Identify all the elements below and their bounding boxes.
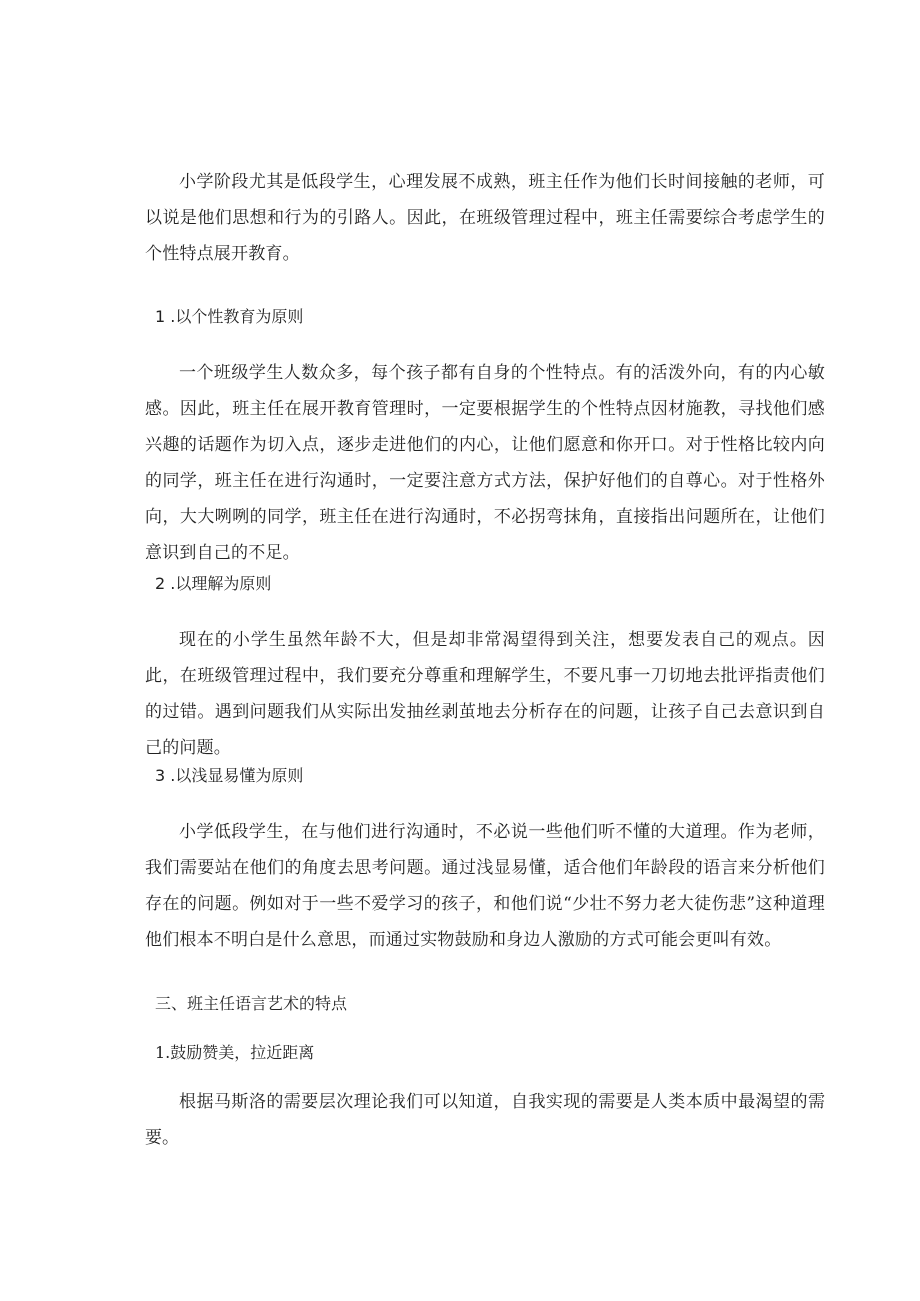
intro-paragraph: 小学阶段尤其是低段学生，心理发展不成熟，班主任作为他们长时间接触的老师，可以说是他们思想和行为的引路人。因此，在班级管理过程中，班主任需要综合考虑学生的个性特点展开教育。 (145, 172, 825, 264)
section-3-heading: 三、班主任语言艺术的特点 (155, 994, 348, 1013)
principle-3-heading: 3 .以浅显易懂为原则 (155, 766, 304, 785)
principle-1-paragraph: 一个班级学生人数众多，每个孩子都有自身的个性特点。有的活泼外向，有的内心敏感。因此，班主任在展开教育管理时，一定要根据学生的个性特点因材施教，寻找他们感兴趣的话题作为切入点，逐步走进他们的内心，让他们愿意和你开口。对于性格比较内向的同学，班主任在进行沟通时，一定要注意方式方法，保护好他们的自尊心。对于性格外向，大大咧咧的同学，班主任在进行沟通时，不必拐弯抹角，直接指出问题所在，让他们意识到自己的不足。 (145, 363, 825, 563)
maslow-paragraph: 根据马斯洛的需要层次理论我们可以知道，自我实现的需要是人类本质中最渴望的需要。 (145, 1092, 825, 1148)
principle-3-paragraph: 小学低段学生，在与他们进行沟通时，不必说一些他们听不懂的大道理。作为老师，我们需要站在他们的角度去思考问题。通过浅显易懂，适合他们年龄段的语言来分析他们存在的问题。例如对于一些不爱学习的孩子，和他们说“少壮不努力老大徒伤悲”这种道理他们根本不明白是什么意思，而通过实物鼓励和身边人激励的方式可能会更叫有效。 (145, 822, 825, 950)
subsection-1-heading: 1.鼓励赞美，拉近距离 (155, 1043, 315, 1062)
principle-2-heading: 2 .以理解为原则 (155, 574, 272, 593)
principle-1-heading: 1 .以个性教育为原则 (155, 307, 304, 326)
principle-2-paragraph: 现在的小学生虽然年龄不大，但是却非常渴望得到关注，想要发表自己的观点。因此，在班级管理过程中，我们要充分尊重和理解学生，不要凡事一刀切地去批评指责他们的过错。遇到问题我们从实际出发抽丝剥茧地去分析存在的问题，让孩子自己去意识到自己的问题。 (145, 630, 825, 758)
